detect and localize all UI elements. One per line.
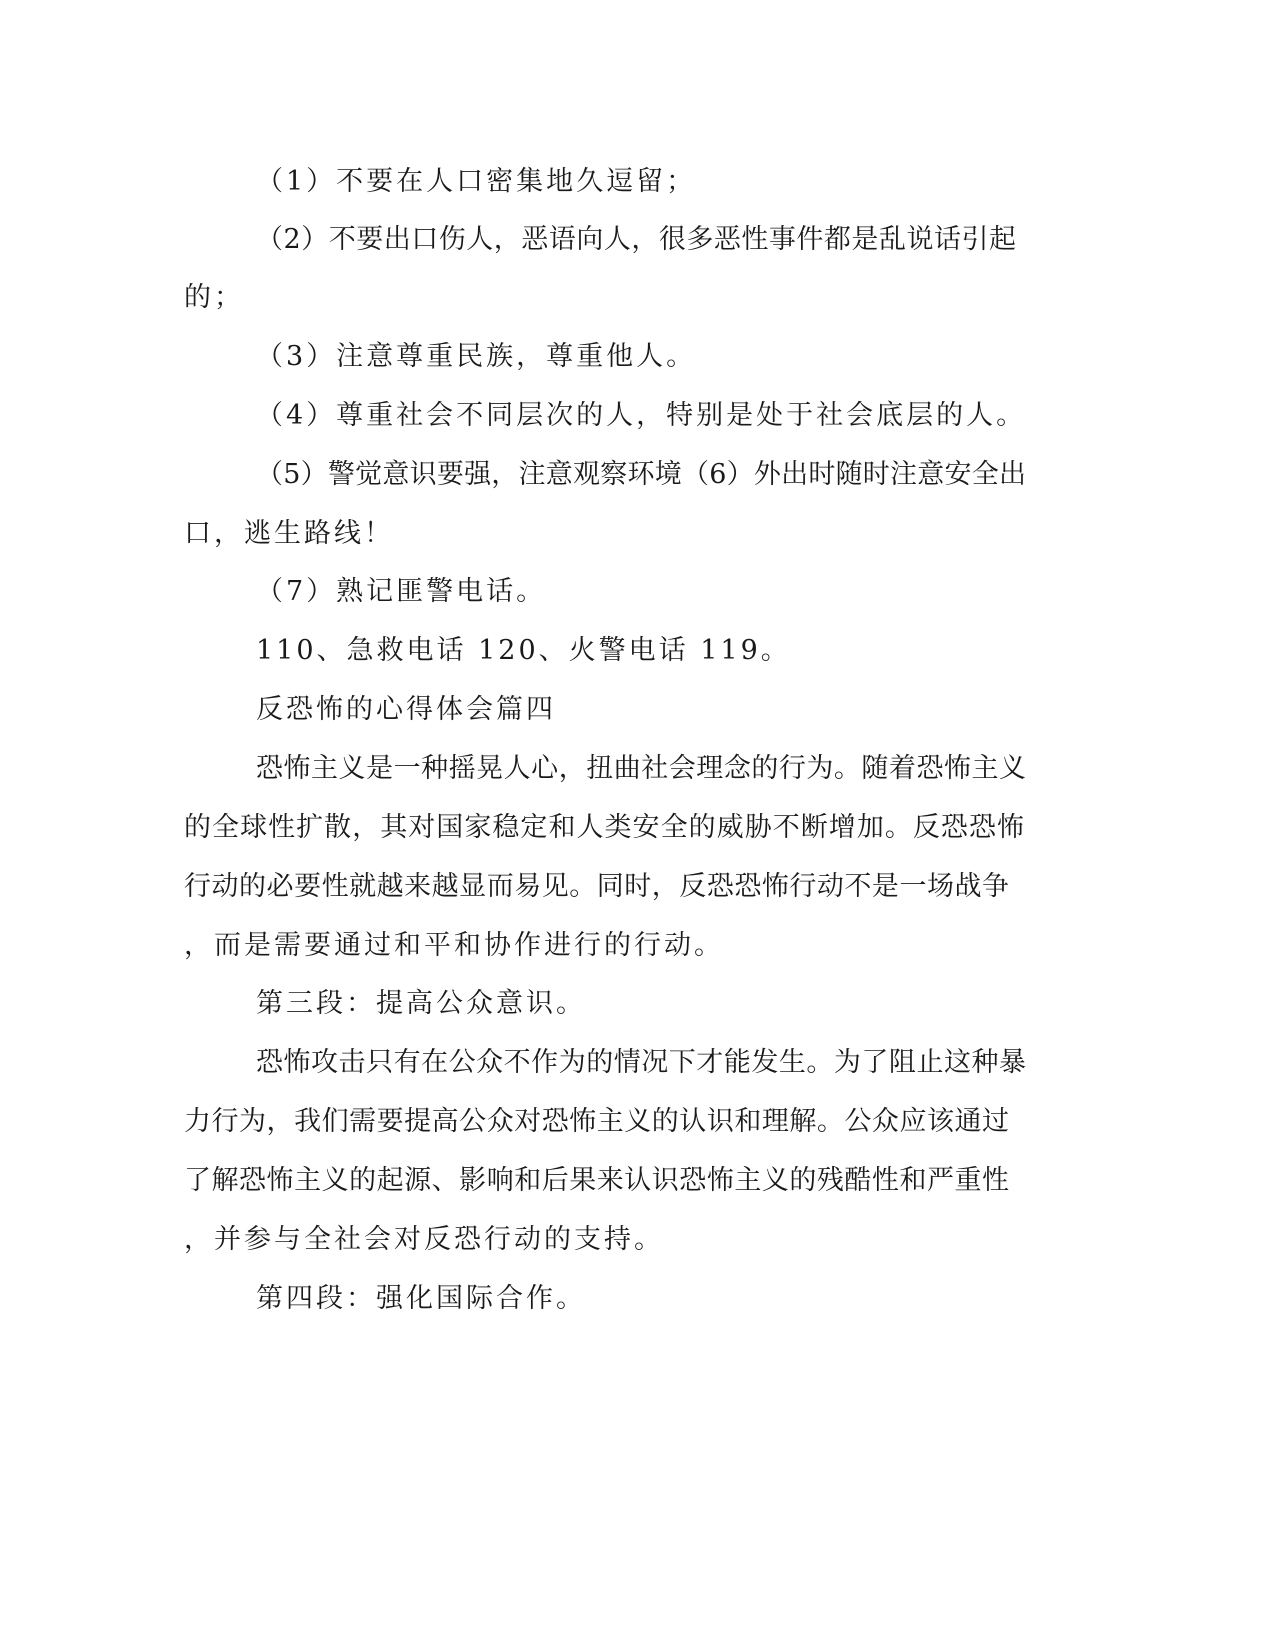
list-item-2-line-2: 的； — [184, 282, 244, 313]
paragraph-1-line-2: 的全球性扩散，其对国家稳定和人类安全的威胁不断增加。反恐恐怖 — [184, 812, 1024, 843]
paragraph-2-line-3: 了解恐怖主义的起源、影响和后果来认识恐怖主义的残酷性和严重性 — [184, 1165, 1009, 1196]
list-item-4: （4）尊重社会不同层次的人，特别是处于社会底层的人。 — [256, 400, 1027, 431]
paragraph-2-line-4: ，并参与全社会对反恐行动的支持。 — [184, 1224, 664, 1255]
section-heading: 反恐怖的心得体会篇四 — [256, 694, 556, 725]
list-item-5-line-2: 口，逃生路线！ — [184, 518, 394, 549]
phone-numbers: 110、急救电话 120、火警电话 119。 — [256, 635, 791, 666]
list-item-1: （1）不要在人口密集地久逗留； — [256, 166, 697, 197]
paragraph-1-line-4: ，而是需要通过和平和协作进行的行动。 — [184, 930, 724, 961]
paragraph-2-line-1: 恐怖攻击只有在公众不作为的情况下才能发生。为了阻止这种暴 — [256, 1047, 1026, 1078]
paragraph-heading-3: 第三段：提高公众意识。 — [256, 988, 586, 1019]
list-item-7: （7）熟记匪警电话。 — [256, 576, 547, 607]
paragraph-heading-4: 第四段：强化国际合作。 — [256, 1283, 586, 1314]
list-item-5-line-1: （5）警觉意识要强，注意观察环境（6）外出时随时注意安全出 — [256, 459, 1026, 490]
list-item-3: （3）注意尊重民族，尊重他人。 — [256, 341, 697, 372]
list-item-2-line-1: （2）不要出口伤人，恶语向人，很多恶性事件都是乱说话引起 — [256, 224, 1016, 255]
paragraph-2-line-2: 力行为，我们需要提高公众对恐怖主义的认识和理解。公众应该通过 — [184, 1106, 1009, 1137]
paragraph-1-line-3: 行动的必要性就越来越显而易见。同时，反恐恐怖行动不是一场战争 — [184, 871, 1009, 902]
paragraph-1-line-1: 恐怖主义是一种摇晃人心，扭曲社会理念的行为。随着恐怖主义 — [256, 753, 1026, 784]
